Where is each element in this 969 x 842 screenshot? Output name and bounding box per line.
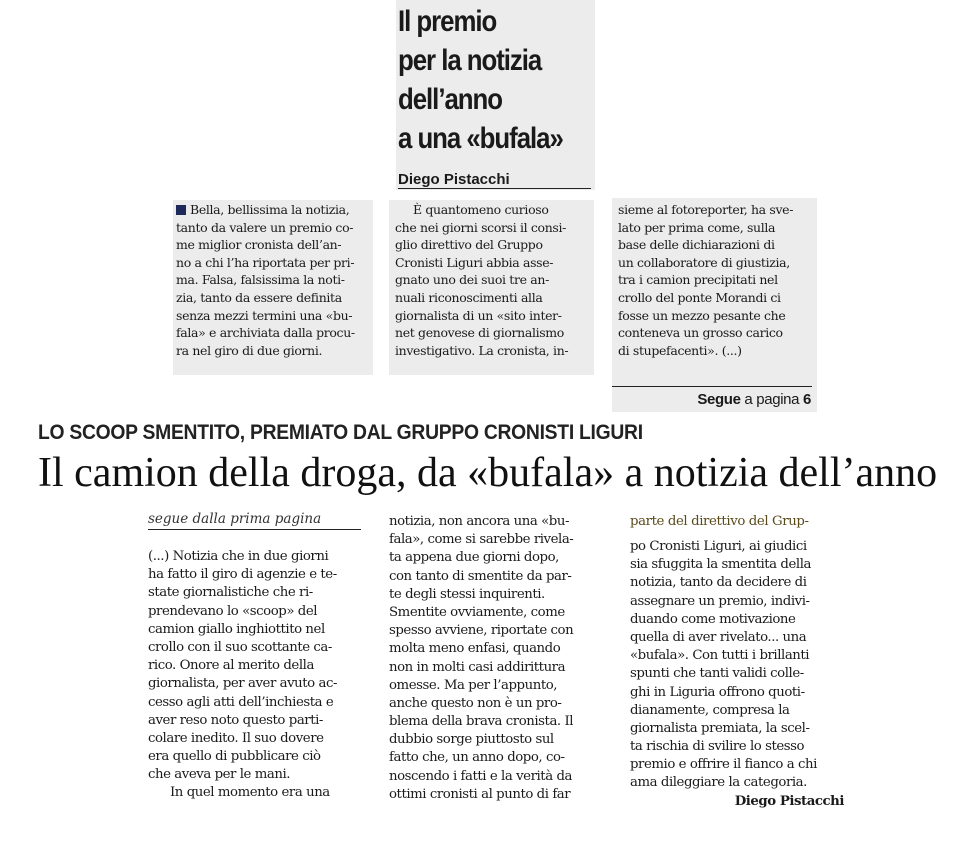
front-page-title: Il premio per la notizia dell’anno a una «bufala»: [398, 5, 563, 155]
article-author: Diego Pistacchi: [734, 793, 844, 809]
front-page-column-3: sieme al fotoreporter, ha sve- lato per prima come, sulla base delle dichiarazioni di un collaboratore di giustizia, tra i camion precipitati nel crollo del ponte Morandi ci fosse un mezzo pesante che conteneva un grosso carico di stupefacenti». (...) Segue a pagina 6: [612, 198, 817, 412]
front-page-title-box: [396, 0, 595, 190]
front-page-author: Diego Pistacchi: [398, 172, 591, 189]
continued-from-label: segue dalla prima pagina: [148, 511, 361, 530]
continue-on-page: Segue a pagina 6: [697, 391, 811, 408]
article-kicker: LO SCOOP SMENTITO, PREMIATO DAL GRUPPO CRONISTI LIGURI: [38, 421, 643, 444]
article-column-1: (...) Notizia che in due giorni ha fatto il giro di agenzie e te- state giornalistiche che ri- prendevano lo «scoop» del camion giallo inghiottito nel crollo con il suo scottante ca- rico. Onore al merito della giornalista, per aver avuto ac- cesso agli atti dell’inchiesta e aver reso noto questo parti- colare inedito. Il suo dovere era quello di pubblicare ciò che aveva per le mani. In quel momento era una: [148, 549, 338, 801]
front-page-column-1: Bella, bellissima la notizia, tanto da valere un premio co- me miglior cronista dell’an- no a chi l’ha riportata per pri- ma. Falsa, falsissima la noti- zia, tanto da essere definita senza mezzi termini una «bu- fala» e archiviata dalla procu- ra nel giro di due giorni.: [173, 200, 373, 375]
front-page-column-2: È quantomeno curioso che nei giorni scorsi il consi- glio direttivo del Gruppo Cronisti Liguri abbia asse- gnato uno dei suoi tre an- nuali riconoscimenti alla giornalista di un «sito inter- net genovese di giornalismo investigativo. La cronista, in-: [389, 200, 594, 375]
article-column-3-first-line: parte del direttivo del Grup-: [630, 514, 809, 529]
article-column-3: po Cronisti Liguri, ai giudici sia sfuggita la smentita della notizia, tanto da decidere di assegnare un premio, indivi- duando come motivazione quella di aver rivelato... una «bufala». Con tutti i brillanti spunti che tanti validi colle- ghi in Liguria offrono quoti- dianamente, compresa la giornalista premiata, la scel- ta rischia di svilire lo stesso premio e offrire il fianco a chi ama dileggiare la categoria. Diego Pistacchi: [630, 538, 850, 811]
article-column-2: notizia, non ancora una «bu- fala», come si sarebbe rivela- ta appena due giorni dopo, con tanto di smentite da par- te degli stessi inquirenti. Smentite ovviamente, come spesso avviene, riportate con molta meno enfasi, quando non in molti casi addirittura omesse. Ma per l’appunto, anche questo non è un pro- blema della brava cronista. Il dubbio sorge piuttosto sul fatto che, un anno dopo, co- noscendo i fatti e la verità da ottimi cronisti al punto di far: [389, 514, 574, 802]
article-headline: Il camion della droga, da «bufala» a notizia dell’anno: [38, 450, 938, 496]
square-bullet-icon: [176, 205, 186, 215]
